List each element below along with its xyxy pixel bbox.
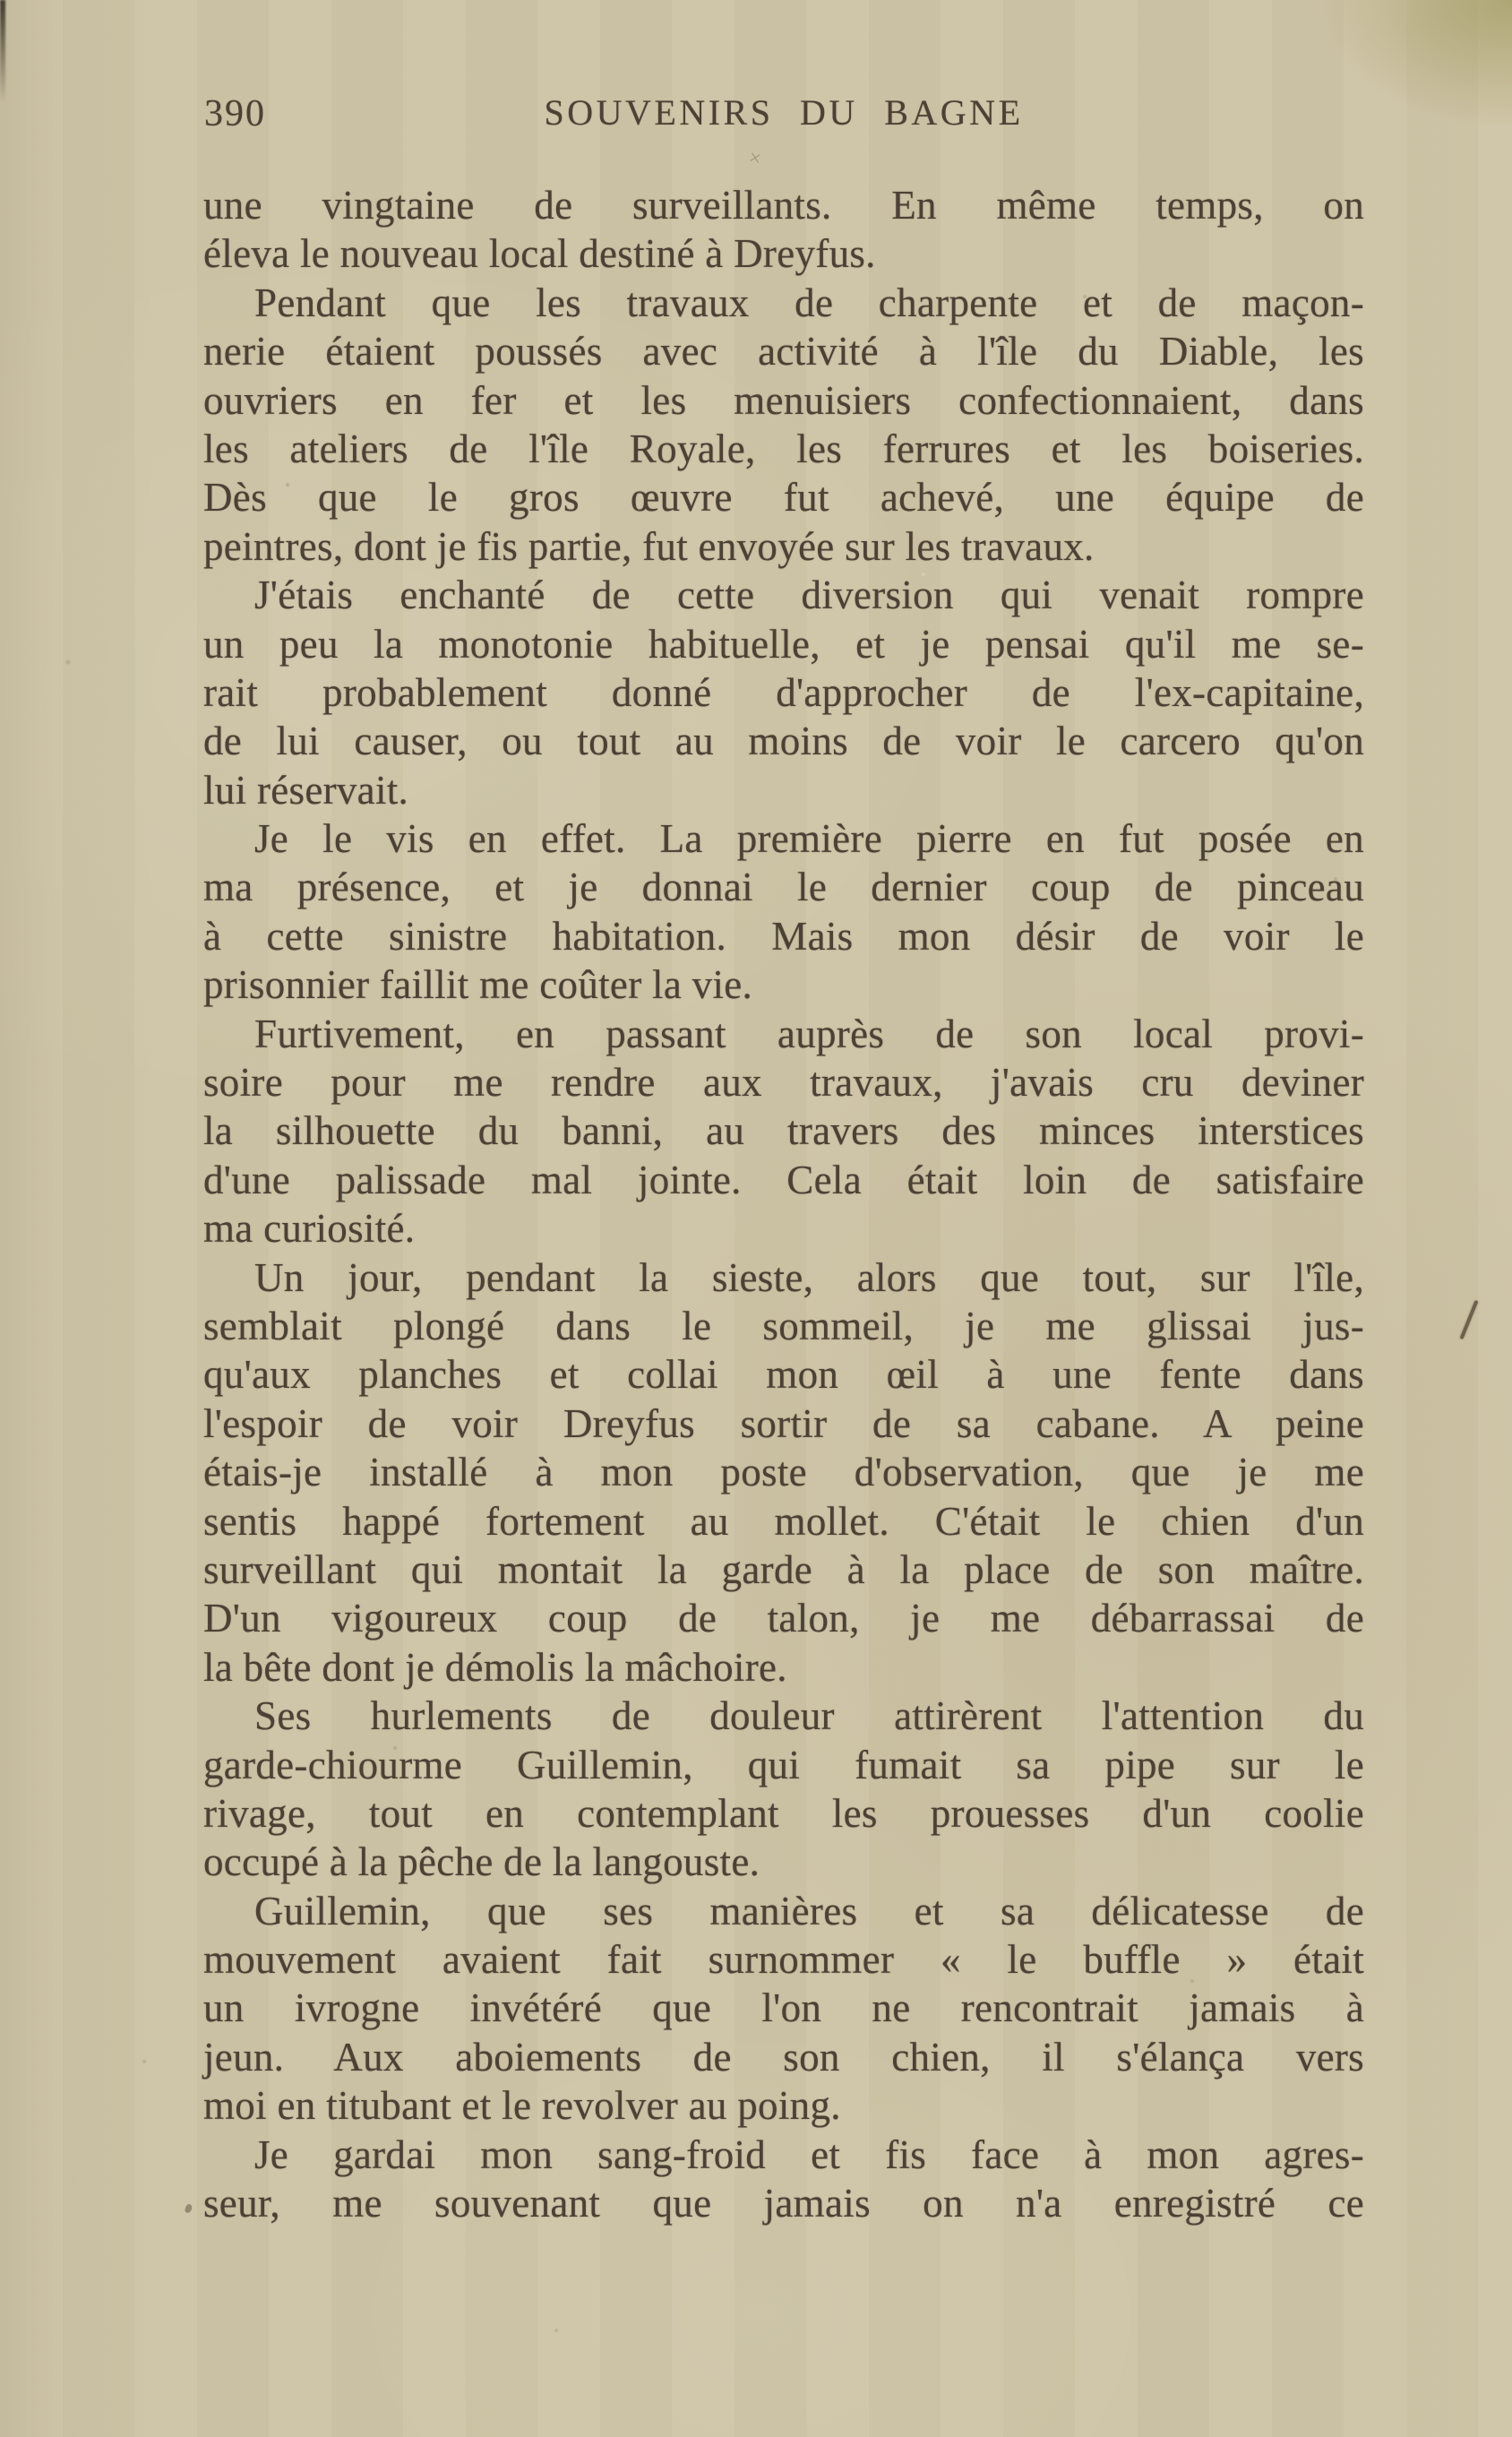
text-line: nerie étaient poussés avec activité à l'île du Diable, les <box>203 329 1364 375</box>
text-line: un peu la monotonie habituelle, et je pensai qu'il me se- <box>203 621 1364 667</box>
page-edge-shadow <box>0 0 5 103</box>
text-line: peintres, dont je fis partie, fut envoyée sur les travaux. <box>203 523 1095 569</box>
margin-ink-slash <box>1460 1300 1479 1339</box>
text-line: la silhouette du banni, au travers des minces interstices <box>203 1108 1364 1154</box>
text-line: J'étais enchanté de cette diversion qui venait rompre <box>254 573 1364 618</box>
text-line: occupé à la pêche de la langouste. <box>203 1839 760 1885</box>
running-title: SOUVENIRS DU BAGNE <box>544 92 1024 133</box>
text-line: d'une palissade mal jointe. Cela était loin de satisfaire <box>203 1157 1364 1202</box>
text-line: ma curiosité. <box>203 1206 416 1252</box>
paper-specks <box>0 0 2 2</box>
page-number: 390 <box>204 93 266 134</box>
text-line: Un jour, pendant la sieste, alors que tout, sur l'île, <box>254 1254 1364 1300</box>
text-line: une vingtaine de surveillants. En même temps, on <box>203 183 1364 228</box>
text-line: rivage, tout en contemplant les prouesses d'un coolie <box>203 1790 1364 1836</box>
text-line: la bête dont je démolis la mâchoire. <box>203 1644 787 1690</box>
text-line: Guillemin, que ses manières et sa délicatesse de <box>254 1888 1364 1933</box>
text-line: qu'aux planches et collai mon œil à une fente dans <box>203 1352 1364 1398</box>
text-line: jeun. Aux aboiements de son chien, il s'élança vers <box>203 2034 1364 2080</box>
text-line: soire pour me rendre aux travaux, j'avais cru deviner <box>203 1060 1364 1106</box>
text-line: surveillant qui montait la garde à la place de son maître. <box>203 1546 1364 1592</box>
corner-discoloration <box>1324 0 1512 125</box>
text-line: Je le vis en effet. La première pierre en fut posée en <box>254 816 1364 862</box>
text-line: les ateliers de l'île Royale, les ferrures et les boiseries. <box>203 426 1364 471</box>
text-line: lui réservait. <box>203 767 409 813</box>
text-line: moi en titubant et le revolver au poing. <box>203 2083 841 2129</box>
text-line: Dès que le gros œuvre fut achevé, une équipe de <box>203 475 1364 521</box>
text-line: prisonnier faillit me coûter la vie. <box>203 962 753 1008</box>
text-line: sentis happé fortement au mollet. C'était le chien d'un <box>203 1498 1364 1544</box>
text-line: l'espoir de voir Dreyfus sortir de sa cabane. A peine <box>203 1400 1364 1446</box>
text-line: garde-chiourme Guillemin, qui fumait sa pipe sur le <box>203 1742 1364 1787</box>
text-line: Je gardai mon sang-froid et fis face à mon agres- <box>254 2131 1364 2177</box>
text-line: rait probablement donné d'approcher de l'ex-capitaine, <box>203 669 1364 715</box>
text-line: de lui causer, ou tout au moins de voir le carcero qu'on <box>203 719 1364 764</box>
text-line: étais-je installé à mon poste d'observation, que je me <box>203 1450 1364 1495</box>
text-line: Ses hurlements de douleur attirèrent l'attention du <box>254 1693 1364 1739</box>
text-line: ma présence, et je donnai le dernier coup de pinceau <box>203 865 1364 910</box>
text-line: un ivrogne invétéré que l'on ne rencontrait jamais à <box>203 1985 1364 2031</box>
text-line: D'un vigoureux coup de talon, je me débarrassai de <box>203 1596 1364 1641</box>
text-line: ouvriers en fer et les menuisiers confectionnaient, dans <box>203 377 1364 423</box>
text-line: Pendant que les travaux de charpente et de maçon- <box>254 280 1364 325</box>
text-line: Furtivement, en passant auprès de son local provi- <box>254 1011 1364 1056</box>
text-line: mouvement avaient fait surnommer « le buffle » était <box>203 1937 1364 1983</box>
text-line: semblait plongé dans le sommeil, je me glissai jus- <box>203 1303 1364 1348</box>
body-text-block <box>203 181 1364 2227</box>
stray-ink-dot <box>185 2203 193 2214</box>
ink-smudge: × <box>746 145 764 172</box>
text-line: seur, me souvenant que jamais on n'a enregistré ce <box>203 2181 1364 2226</box>
text-line: à cette sinistre habitation. Mais mon désir de voir le <box>203 913 1364 959</box>
text-line: éleva le nouveau local destiné à Dreyfus. <box>203 231 876 277</box>
